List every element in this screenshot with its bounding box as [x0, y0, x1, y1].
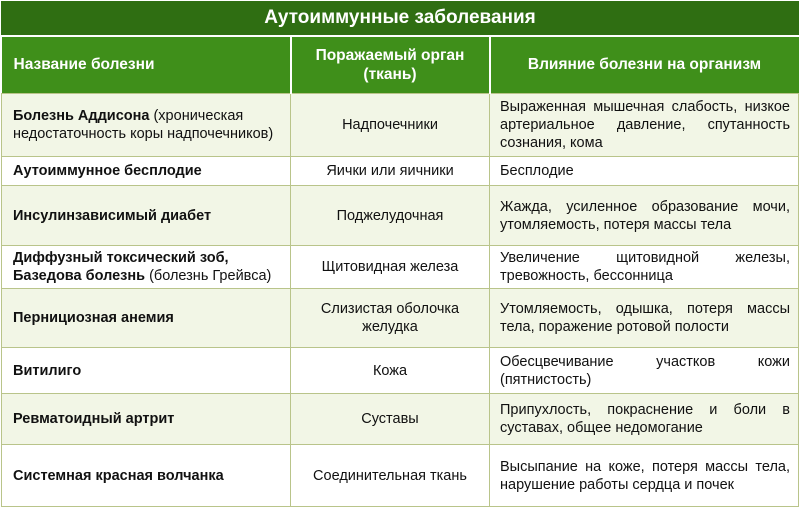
disease-name-cell — [2, 289, 291, 348]
table-title: Аутоиммунные заболевания — [2, 2, 799, 36]
table-row — [2, 157, 799, 186]
autoimmune-diseases-table — [1, 1, 799, 507]
disease-name: Пернициозная анемия — [13, 310, 174, 326]
affected-organ: Щитовидная железа — [291, 246, 490, 289]
disease-name-cell — [2, 186, 291, 246]
disease-name-cell — [2, 394, 291, 445]
disease-name-note: (болезнь Грейвса) — [145, 268, 272, 284]
disease-effect: Обесцвечивание участков кожи (пятнистость) — [490, 348, 799, 394]
table-header-row — [2, 36, 799, 94]
disease-effect: Увеличение щитовидной железы, тревожность, бессонница — [490, 246, 799, 289]
affected-organ: Суставы — [291, 394, 490, 445]
disease-effect: Высыпание на коже, потеря массы тела, нарушение работы сердца и почек — [490, 445, 799, 507]
autoimmune-table-container — [1, 1, 798, 525]
table-row — [2, 348, 799, 394]
disease-effect: Выраженная мышечная слабость, низкое артериальное давление, спутанность сознания, кома — [490, 94, 799, 157]
disease-effect: Жажда, усиленное образование мочи, утомляемость, потеря массы тела — [490, 186, 799, 246]
table-row — [2, 394, 799, 445]
disease-effect: Бесплодие — [490, 157, 799, 186]
affected-organ: Надпочечники — [291, 94, 490, 157]
affected-organ: Кожа — [291, 348, 490, 394]
affected-organ: Поджелудочная — [291, 186, 490, 246]
header-disease-name: Название болезни — [2, 36, 291, 94]
disease-name: Витилиго — [13, 362, 82, 379]
disease-name-cell — [2, 348, 291, 394]
table-row — [2, 246, 799, 289]
header-affected-organ-label: Поражаемый орган (ткань) — [315, 46, 465, 83]
disease-name-cell — [2, 445, 291, 507]
table-row — [2, 186, 799, 246]
affected-organ: Соединительная ткань — [291, 445, 490, 507]
affected-organ: Яички или яичники — [291, 157, 490, 186]
table-row — [2, 445, 799, 507]
disease-name-cell — [2, 157, 291, 186]
disease-name-note: (хроническая недостаточность коры надпочечников) — [13, 108, 274, 142]
table-row — [2, 289, 799, 348]
disease-effect: Утомляемость, одышка, потеря массы тела, поражение ротовой полости — [490, 289, 799, 348]
disease-name: Системная красная волчанка — [13, 467, 224, 484]
affected-organ: Слизистая оболочка желудка — [291, 289, 490, 348]
table-row — [2, 94, 799, 157]
header-affected-organ — [291, 36, 490, 94]
disease-name: Болезнь Аддисона — [13, 108, 150, 124]
disease-effect: Припухлость, покраснение и боли в суставах, общее недомогание — [490, 394, 799, 445]
disease-name-cell — [2, 246, 291, 289]
disease-name: Ревматоидный артрит — [13, 411, 175, 427]
disease-name-cell — [2, 94, 291, 157]
table-title-row — [2, 2, 799, 36]
header-effect: Влияние болезни на организм — [490, 36, 799, 94]
disease-name: Инсулинзависимый диабет — [13, 207, 212, 224]
disease-name: Диффузный токсический зоб, Базедова болезнь — [13, 250, 229, 284]
disease-name: Аутоиммунное бесплодие — [13, 163, 202, 179]
